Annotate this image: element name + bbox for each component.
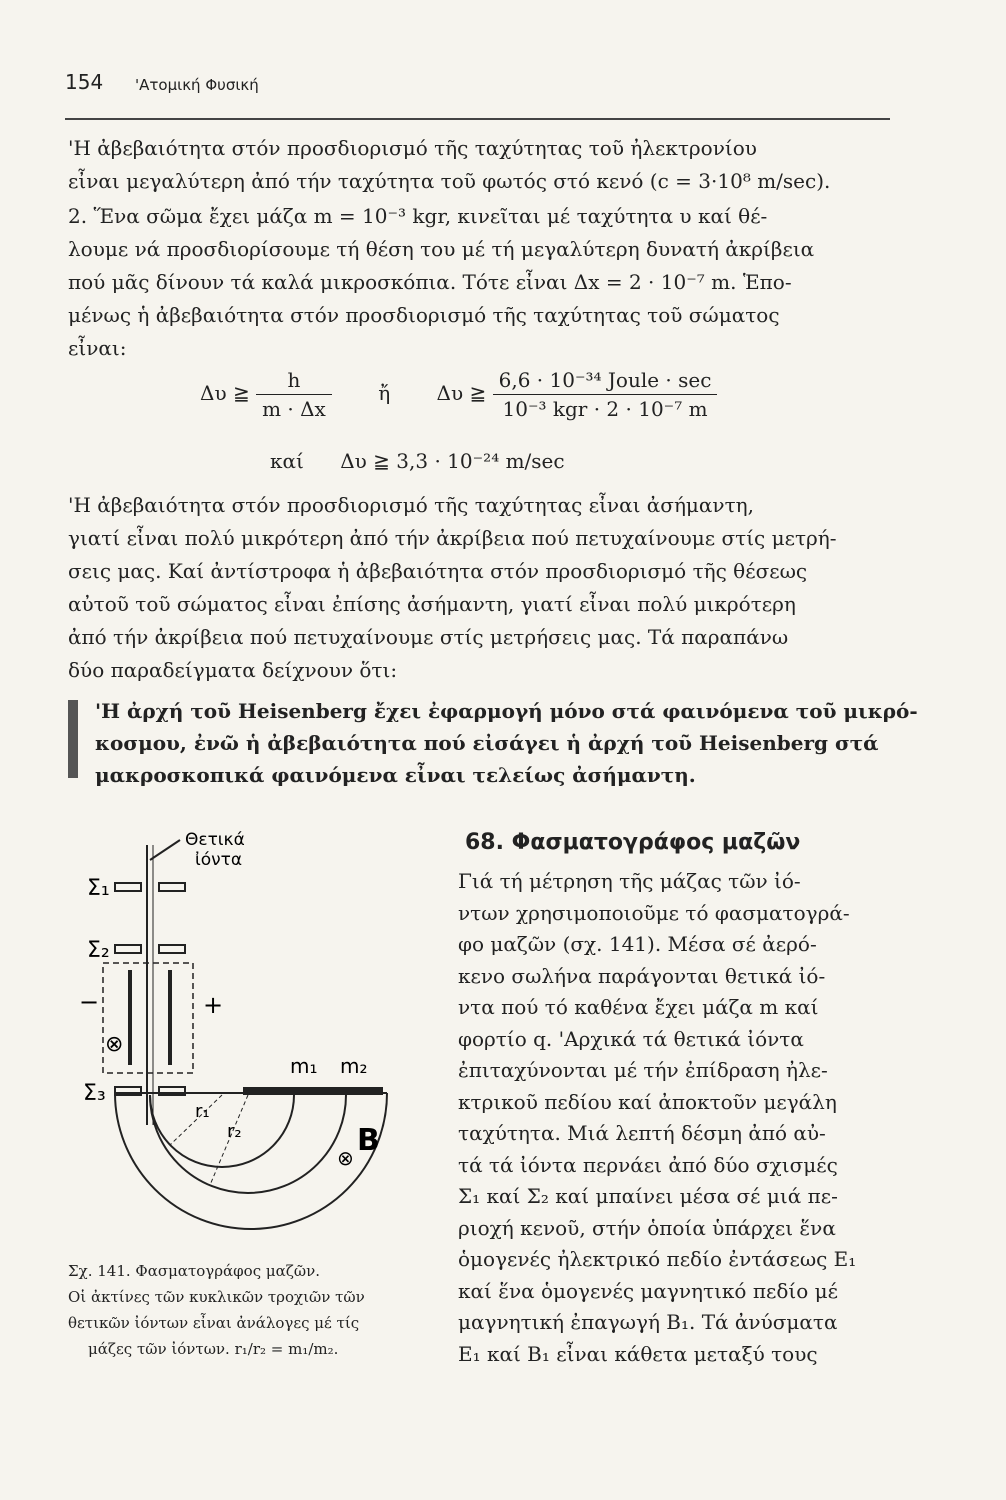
text-line: 'Η ἀβεβαιότητα στόν προσδιορισμό τῆς ταχύτητας τοῦ ἠλεκτρονίου <box>68 136 757 160</box>
text-line: Σ₁ καί Σ₂ καί μπαίνει μέσα σέ μιά πε- <box>458 1184 838 1208</box>
fraction-numerator: h <box>256 368 332 395</box>
equation-and: καί <box>270 449 304 473</box>
equation-or: ἤ <box>378 381 391 405</box>
text-line: E₁ καί B₁ εἶναι κάθετα μεταξύ τους <box>458 1341 818 1366</box>
label-positive-ions: Θετικά <box>185 830 245 850</box>
caption-line: θετικῶν ἰόντων εἶναι ἀνάλογες μέ τίς <box>68 1314 360 1332</box>
label-slit-2: Σ₂ <box>87 938 110 963</box>
emphasis-bar <box>68 700 78 778</box>
text-line: 2. Ἕνα σῶμα ἔχει μάζα m = 10⁻³ kgr, κινεῖται μέ ταχύτητα υ καί θέ- <box>68 204 768 228</box>
text-line: ντα πού τό καθένα ἔχει μάζα m καί <box>458 995 819 1019</box>
label-positive-ions-2: ἰόντα <box>195 850 243 870</box>
text-line: τά τά ἰόντα περνάει ἀπό δύο σχισμές <box>458 1152 838 1177</box>
caption-line: Οἱ ἀκτίνες τῶν κυκλικῶν τροχιῶν τῶν <box>68 1288 365 1306</box>
text-line: μακροσκοπικά φαινόμενα εἶναι τελείως ἀσήμαντη. <box>95 763 696 787</box>
label-m2: m₂ <box>340 1054 368 1078</box>
text-line: εἶναι: <box>68 336 127 360</box>
mass-spectrograph-diagram <box>75 825 405 1245</box>
mass-spectrograph-text <box>458 866 874 1370</box>
label-B: B <box>357 1123 380 1158</box>
text-line: κτρικοῦ πεδίου καί ἀποκτοῦν μεγάλη <box>458 1089 837 1114</box>
plus-sign: + <box>203 991 224 1019</box>
text-line: ἀπό τήν ἀκρίβεια πού πετυχαίνουμε στίς μετρήσεις μας. Τά παραπάνω <box>68 625 789 649</box>
paragraph-conclusion <box>68 489 890 687</box>
slit-1-right <box>159 883 185 891</box>
ion-arrow <box>150 840 180 860</box>
text-line: 'Η ἀρχή τοῦ Heisenberg ἔχει ἐφαρμογή μόνο στά φαινόμενα τοῦ μικρό- <box>95 699 918 723</box>
text-line: ντων χρησιμοποιοῦμε τό φασματογρά- <box>458 900 850 925</box>
label-r2: r₂ <box>227 1121 242 1142</box>
text-line: ριοχή κενοῦ, στήν ὁποία ὑπάρχει ἕνα <box>458 1215 836 1240</box>
text-line: σεις μας. Καί ἀντίστροφα ἡ ἀβεβαιότητα στόν προσδιορισμό τῆς θέσεως <box>68 559 808 583</box>
text-line: 'Η ἀβεβαιότητα στόν προσδιορισμό τῆς ταχύτητας εἶναι ἀσήμαντη, <box>68 493 754 517</box>
equation-lhs: Δυ ≧ <box>200 381 250 405</box>
caption-line: Σχ. 141. Φασματογράφος μαζῶν. <box>68 1262 321 1280</box>
fraction-numerator: 6,6 · 10⁻³⁴ Joule · sec <box>493 368 718 395</box>
text-line: ταχύτητα. Μιά λεπτή δέσμη ἀπό αὐ- <box>458 1121 826 1145</box>
slit-2-right <box>159 945 185 953</box>
text-line: δύο παραδείγματα δείχνουν ὅτι: <box>68 658 398 682</box>
label-m1: m₁ <box>290 1054 318 1078</box>
text-line: λουμε νά προσδιορίσουμε τή θέση του μέ τή μεγαλύτερη δυνατή ἀκρίβεια <box>68 237 815 261</box>
trajectory-m2 <box>150 1095 346 1193</box>
section-title: 68. Φασματογράφος μαζῶν <box>465 830 801 855</box>
fraction-h-over-mdx <box>256 368 332 421</box>
text-line: κενο σωλήνα παράγονται θετικά ἰό- <box>458 963 826 988</box>
page-header <box>65 68 890 120</box>
fraction-denominator: 10⁻³ kgr · 2 · 10⁻⁷ m <box>502 397 708 421</box>
paragraph-velocity-uncertainty <box>68 132 890 198</box>
text-line: φο μαζῶν (σχ. 141). Μέσα σέ ἀερό- <box>458 932 817 956</box>
paragraph-example-2 <box>68 200 890 365</box>
equation-lhs: Δυ ≧ <box>436 381 487 405</box>
slit-1-left <box>115 883 141 891</box>
magnetic-field-symbol-2: ⊗ <box>337 1146 354 1170</box>
caption-line: μάζες τῶν ἰόντων. r₁/r₂ = m₁/m₂. <box>88 1340 339 1358</box>
text-line: πού μᾶς δίνουν τά καλά μικροσκόπια. Τότε εἶναι Δx = 2 · 10⁻⁷ m. Ἑπο- <box>68 270 792 294</box>
photographic-plate <box>243 1087 383 1095</box>
running-title: 'Ατομική Φυσική <box>135 76 259 94</box>
heisenberg-principle-statement <box>95 695 918 791</box>
equation-result: Δυ ≧ 3,3 · 10⁻²⁴ m/sec <box>340 449 565 473</box>
page-number: 154 <box>65 70 104 94</box>
minus-sign: − <box>79 988 100 1016</box>
slit-2-left <box>115 945 141 953</box>
text-line: καί ἕνα ὁμογενές μαγνητικό πεδίο μέ <box>458 1278 838 1303</box>
text-line: φορτίο q. 'Αρχικά τά θετικά ἰόντα <box>458 1026 804 1051</box>
figure-caption <box>68 1258 438 1362</box>
text-line: εἶναι μεγαλύτερη ἀπό τήν ταχύτητα τοῦ φωτός στό κενό (c = 3·10⁸ m/sec). <box>68 169 831 193</box>
text-line: μένως ἡ ἀβεβαιότητα στόν προσδιορισμό τῆς ταχύτητας τοῦ σώματος <box>68 303 780 327</box>
label-slit-1: Σ₁ <box>87 876 110 901</box>
text-line: αὐτοῦ τοῦ σώματος εἶναι ἐπίσης ἀσήμαντη, γιατί εἶναι πολύ μικρότερη <box>68 592 796 616</box>
equation-row-2 <box>270 449 565 473</box>
text-line: γιατί εἶναι πολύ μικρότερη ἀπό τήν ἀκρίβεια πού πετυχαίνουμε στίς μετρή- <box>68 526 837 550</box>
text-line: Γιά τή μέτρηση τῆς μάζας τῶν ἰό- <box>458 869 801 893</box>
equation-row-1 <box>200 368 717 421</box>
text-line: κοσμου, ἐνῶ ἡ ἀβεβαιότητα πού εἰσάγει ἡ ἀρχή τοῦ Heisenberg στά <box>95 731 879 755</box>
label-slit-3: Σ₃ <box>83 1081 106 1106</box>
fraction-denominator: m · Δx <box>262 397 326 421</box>
text-line: ἐπιταχύνονται μέ τήν ἐπίδραση ἠλε- <box>458 1058 828 1082</box>
text-line: μαγνητική ἐπαγωγή B₁. Τά ἀνύσματα <box>458 1310 838 1334</box>
label-r1: r₁ <box>195 1101 210 1122</box>
magnetic-field-symbol: ⊗ <box>105 1032 124 1057</box>
fraction-numeric <box>493 368 718 421</box>
text-line: ὁμογενές ἠλεκτρικό πεδίο ἐντάσεως E₁ <box>458 1247 857 1271</box>
